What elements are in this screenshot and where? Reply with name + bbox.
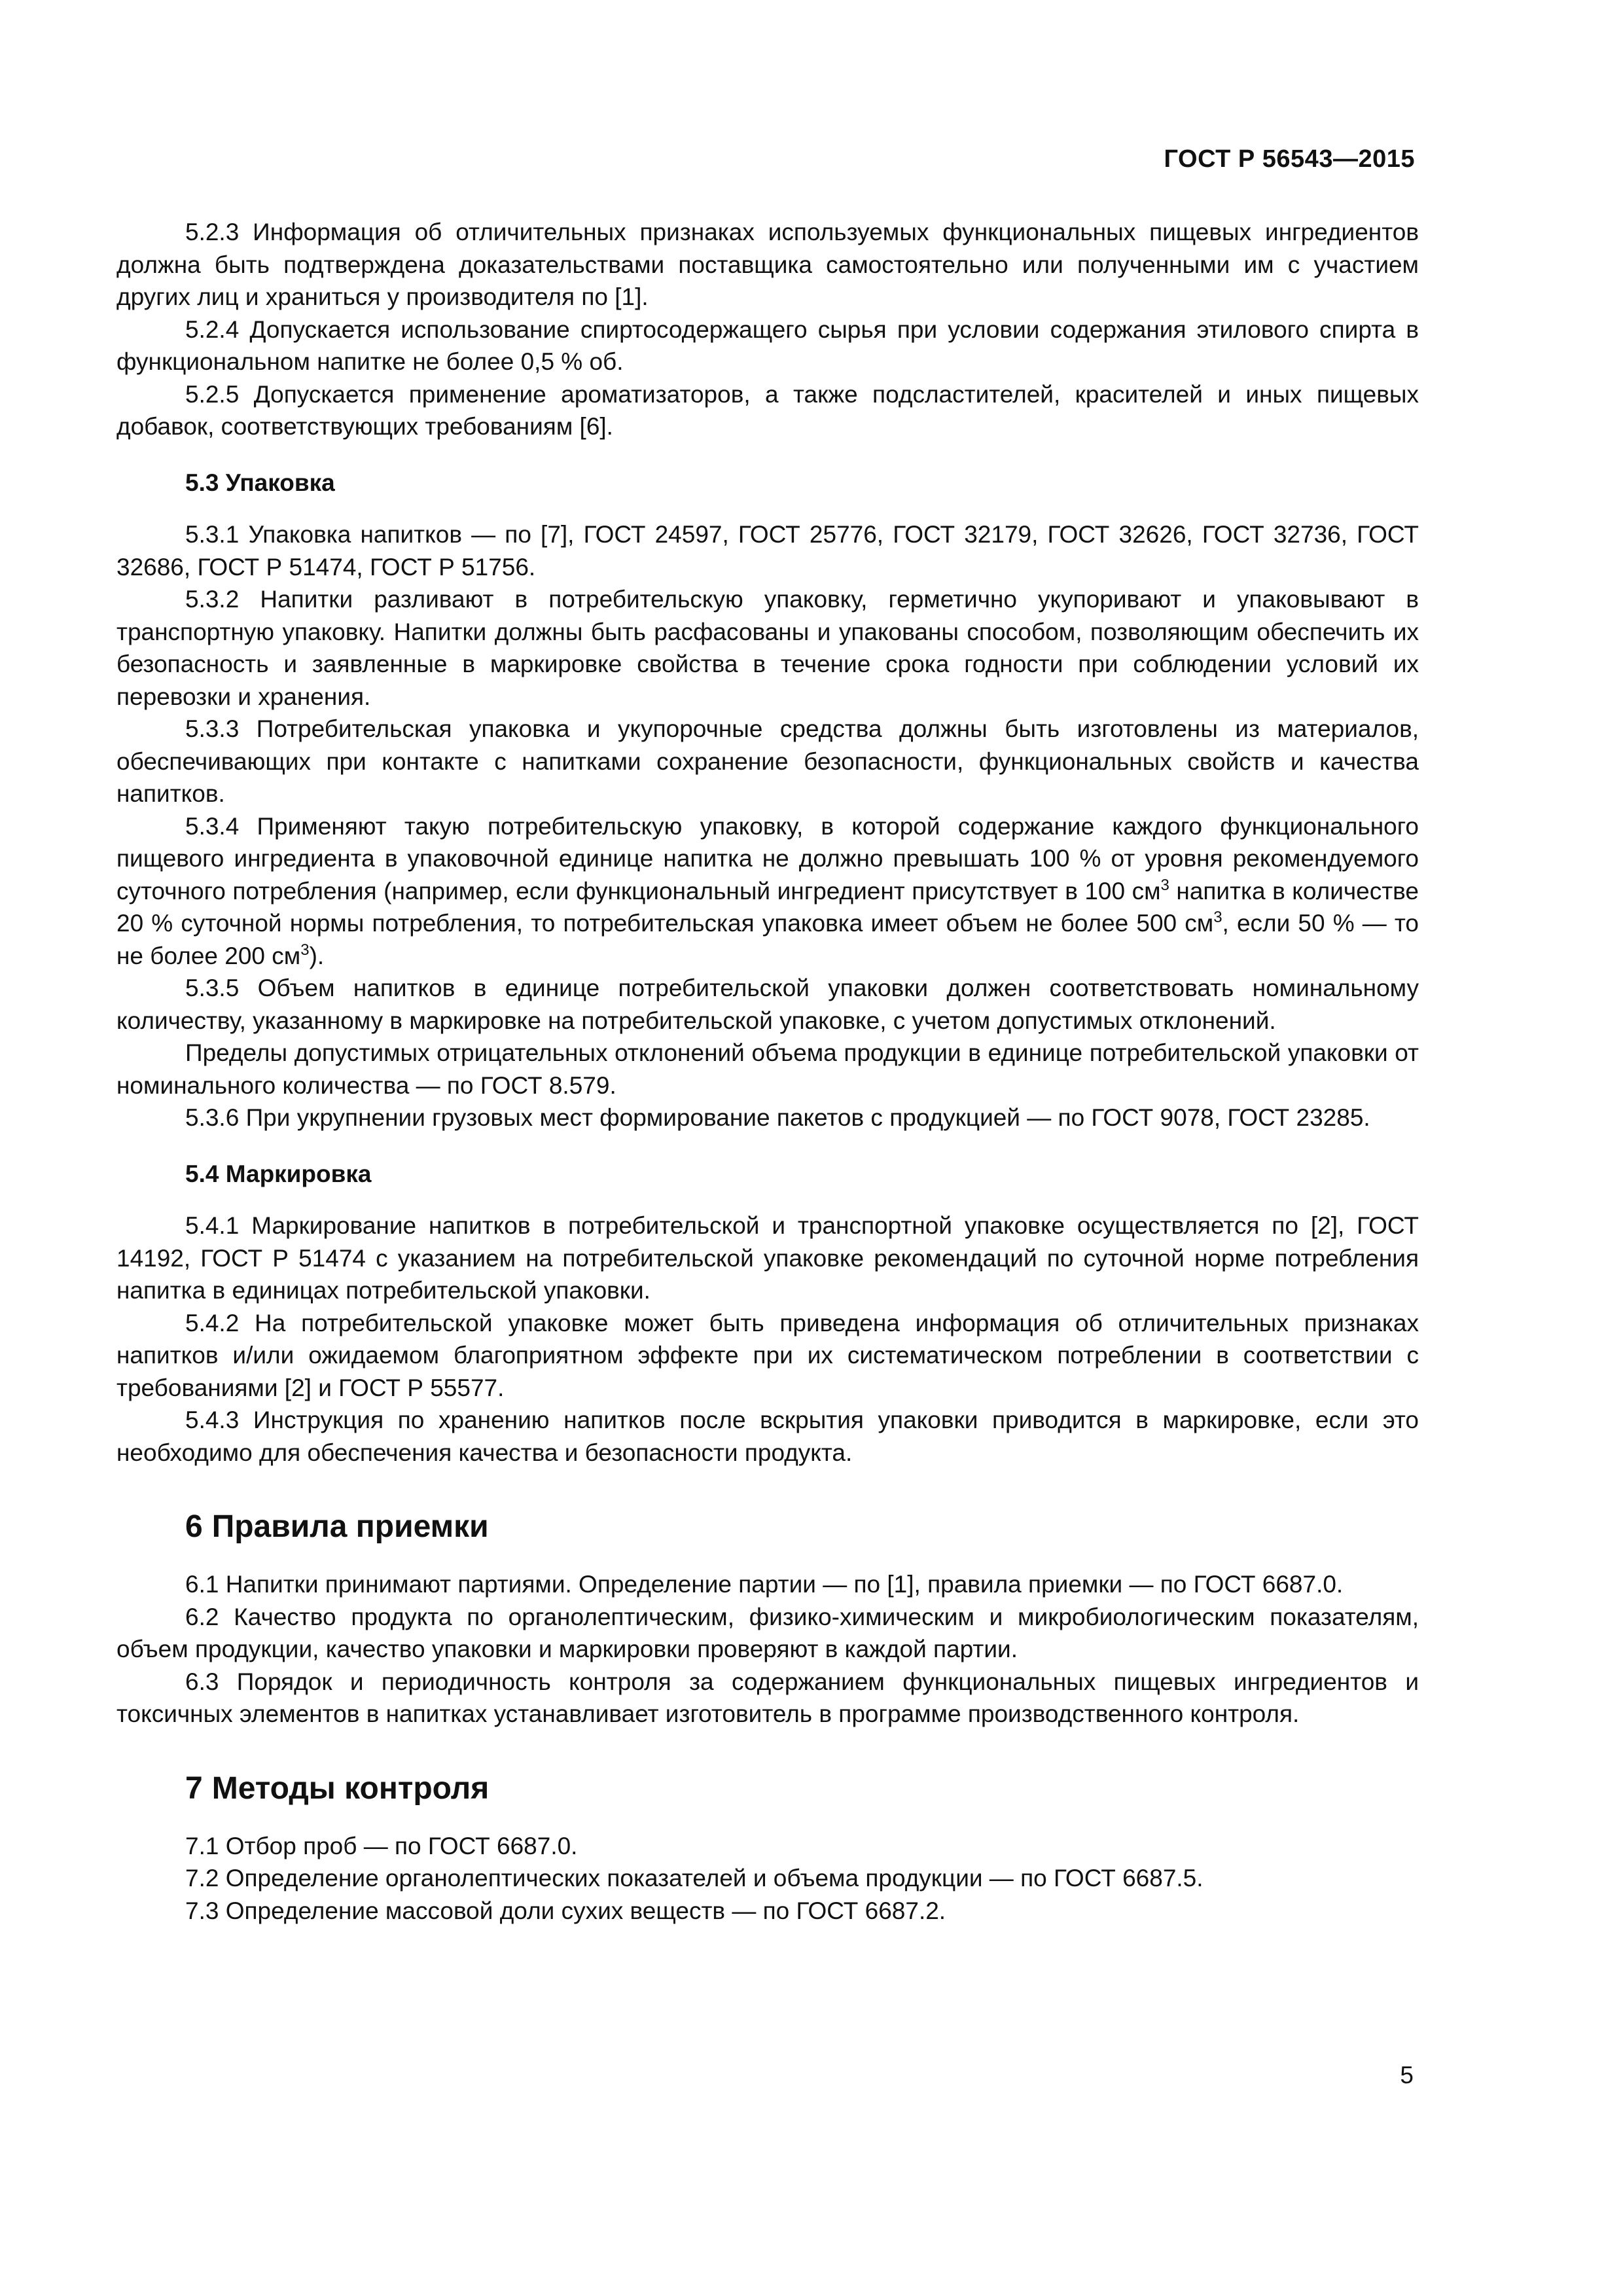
paragraph-5-2-3: 5.2.3 Информация об отличительных признаках используемых функциональных пищевых ингредиентов должна быть подтверждена доказательствами поставщика самостоятельно или полученными им с участием других лиц и храниться у производителя по [1]. [116,219,1419,310]
paragraph-6-2: 6.2 Качество продукта по органолептическим, физико-химическим и микробиологическим показателям, объем продукции, качество упаковки и маркировки проверяют в каждой партии. [116,1603,1419,1662]
paragraph-5-3-4-part-b: напитка в количестве 20 % суточной нормы потребления, то потребительская упаковка имеет объем не более 500 см [116,877,1419,937]
superscript-3: 3 [1160,876,1169,894]
paragraph-5-3-4 [116,810,1419,973]
paragraph-7-3: 7.3 Определение массовой доли сухих веществ — по ГОСТ 6687.2. [185,1897,946,1924]
section-title-7: Методы контроля [211,1770,490,1806]
paragraph-5-4-2: 5.4.2 На потребительской упаковке может быть приведена информация об отличительных признаках напитков и/или ожидаемом благоприятном эффекте при их систематическом потреблении в соответствии с требованиями [2] и ГОСТ Р 55577. [116,1309,1419,1401]
paragraph-5-3-4-part-c: , если 50 % — то не более 200 см [116,910,1419,969]
paragraph-7-2: 7.2 Определение органолептических показателей и объема продукции — по ГОСТ 6687.5. [185,1865,1204,1892]
paragraph-5-3-3: 5.3.3 Потребительская упаковка и укупорочные средства должны быть изготовлены из материалов, обеспечивающих при контакте с напитками сохранение безопасности, функциональных свойств и качества напитков. [116,715,1419,807]
paragraph-6-3: 6.3 Порядок и периодичность контроля за содержанием функциональных пищевых ингредиентов и токсичных элементов в напитках устанавливает изготовитель в программе производственного контроля. [116,1668,1419,1727]
section-number-6: 6 [185,1509,203,1544]
paragraph-5-2-5: 5.2.5 Допускается применение ароматизаторов, а также подсластителей, красителей и иных пищевых добавок, соответствующих требованиям [6]. [116,380,1419,440]
paragraph-5-3-4-part-a: 5.3.4 Применяют такую потребительскую упаковку, в которой содержание каждого функционального пищевого ингредиента в упаковочной единице напитка не должно превышать 100 % от уровня рекомендуемого суточного потребления (например, если функциональный ингредиент присутствует в 100 см [116,812,1419,905]
section-number-7: 7 [185,1770,203,1806]
paragraph-5-3-2: 5.3.2 Напитки разливают в потребительскую упаковку, герметично укупоривают и упаковывают в транспортную упаковку. Напитки должны быть расфасованы и упакованы способом, позволяющим обеспечить их безопасность и заявленные в маркировке свойства в течение срока годности при соблюдении условий их перевозки и хранения. [116,586,1419,710]
section-title-6: Правила приемки [211,1509,489,1544]
subsection-heading-5-3: 5.3 Упаковка [185,469,335,496]
subsection-heading-5-4: 5.4 Маркировка [185,1160,372,1187]
paragraph-6-1: 6.1 Напитки принимают партиями. Определение партии — по [1], правила приемки — по ГОСТ 6687.0. [185,1571,1344,1598]
superscript-3: 3 [300,941,310,959]
paragraph-5-3-4-part-d: ). [309,942,325,969]
paragraph-5-4-3: 5.4.3 Инструкция по хранению напитков после вскрытия упаковки приводится в маркировке, если это необходимо для обеспечения качества и безопасности продукта. [116,1407,1419,1466]
page-number: 5 [1400,2062,1414,2089]
paragraph-5-3-1: 5.3.1 Упаковка напитков — по [7], ГОСТ 24597, ГОСТ 25776, ГОСТ 32179, ГОСТ 32626, ГОСТ 32736, ГОСТ 32686, ГОСТ Р 51474, ГОСТ Р 51756. [116,521,1419,581]
paragraph-5-3-5: 5.3.5 Объем напитков в единице потребительской упаковки должен соответствовать номинальному количеству, указанному в маркировке на потребительской упаковке, с учетом допустимых отклонений. [116,975,1419,1034]
document-body [116,216,1419,1927]
document-code-header: ГОСТ Р 56543—2015 [1164,145,1415,173]
paragraph-7-1: 7.1 Отбор проб — по ГОСТ 6687.0. [185,1832,578,1859]
section-heading-7 [116,1770,1419,1808]
paragraph-5-4-1: 5.4.1 Маркирование напитков в потребительской и транспортной упаковке осуществляется по [2], ГОСТ 14192, ГОСТ Р 51474 с указанием на потребительской упаковке рекомендаций по суточной норме потребления напитка в единицах потребительской упаковки. [116,1212,1419,1304]
superscript-3: 3 [1213,908,1222,926]
paragraph-5-2-4: 5.2.4 Допускается использование спиртосодержащего сырья при условии содержания этилового спирта в функциональном напитке не более 0,5 % об. [116,315,1419,375]
paragraph-5-3-6: 5.3.6 При укрупнении грузовых мест формирование пакетов с продукцией — по ГОСТ 9078, ГОСТ 23285. [185,1104,1370,1131]
section-heading-6 [116,1508,1419,1546]
paragraph-5-3-5-limits: Пределы допустимых отрицательных отклонений объема продукции в единице потребительской упаковки от номинального количества — по ГОСТ 8.579. [116,1039,1419,1099]
